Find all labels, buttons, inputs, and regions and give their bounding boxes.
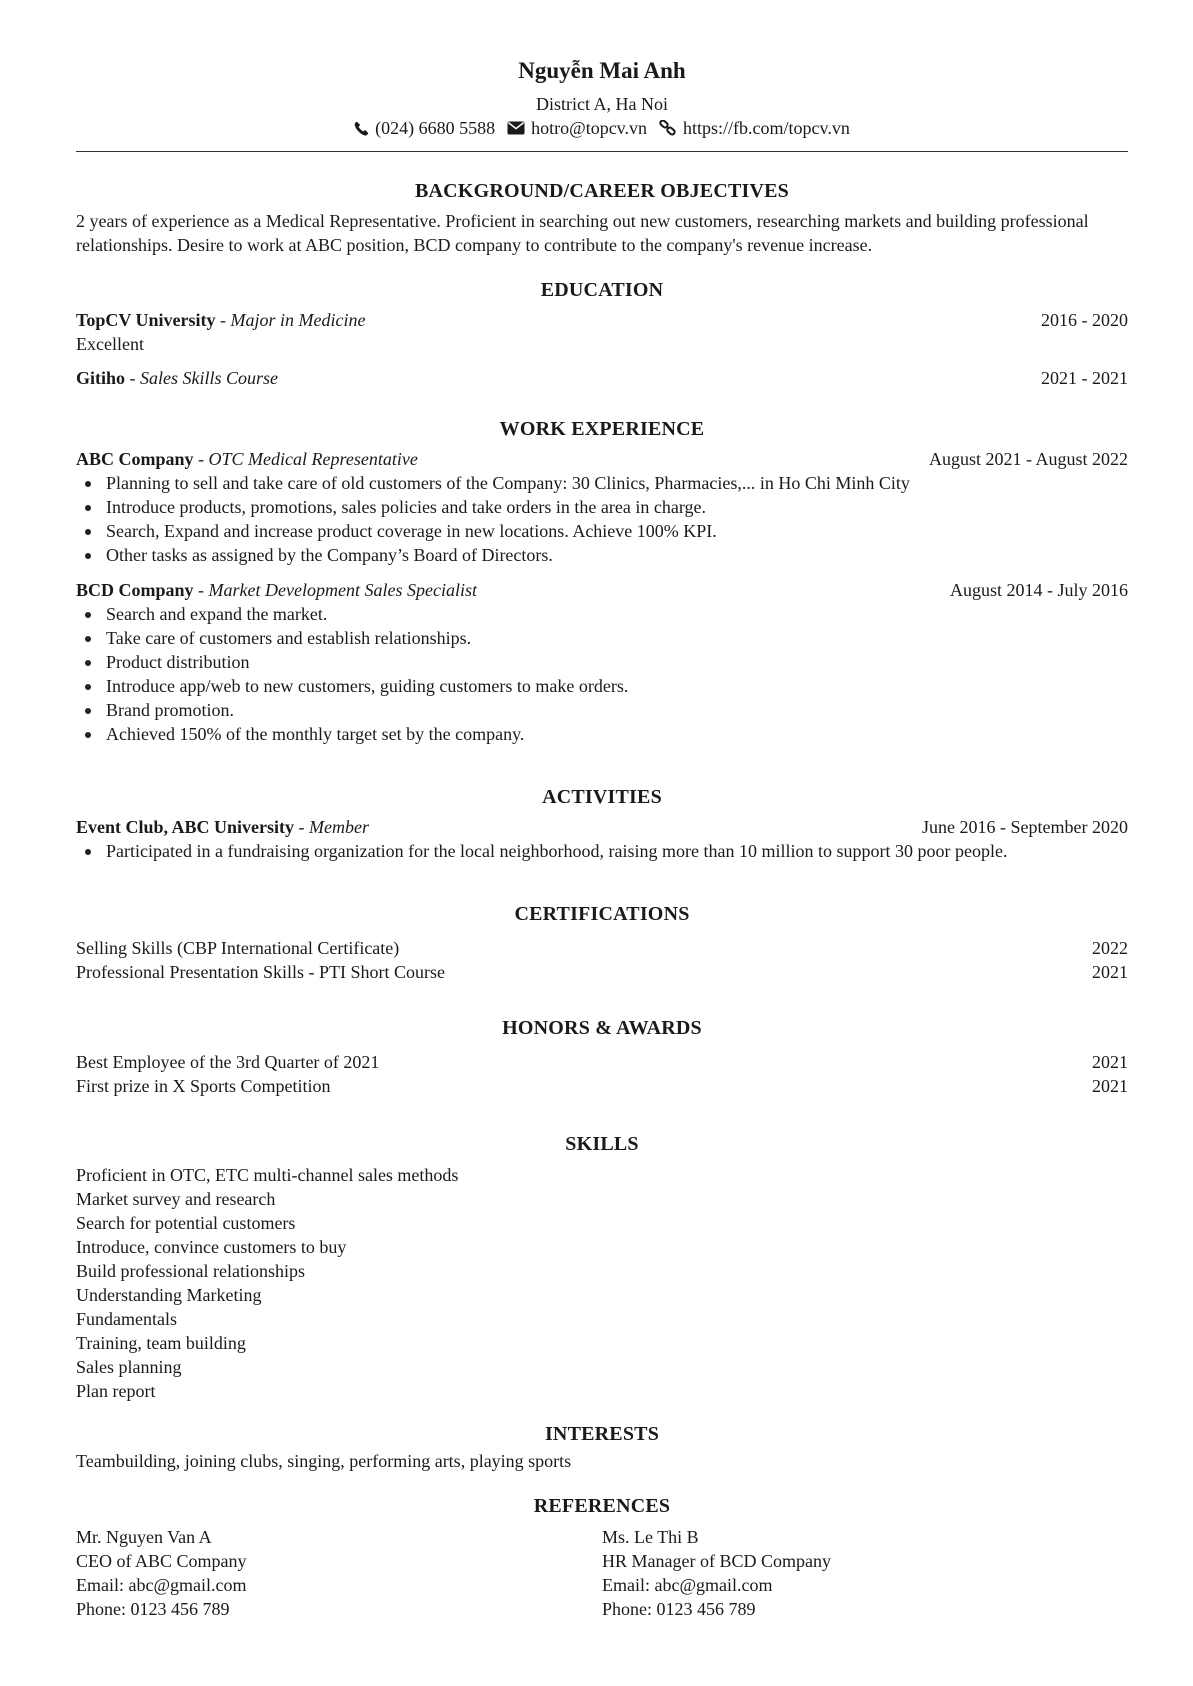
organization-name: Event Club, ABC University [76,817,295,837]
duty-item: Product distribution [76,650,1128,674]
duty-item: Planning to sell and take care of old customers of the Company: 30 Clinics, Pharmacies,... in Ho Chi Minh City [76,471,1128,495]
candidate-name: Nguyễn Mai Anh [518,58,686,83]
duty-item: Other tasks as assigned by the Company’s Board of Directors. [76,543,1128,567]
award-name: First prize in X Sports Competition [76,1076,331,1096]
education-dates: 2021 - 2021 [1041,368,1128,388]
certification-list [76,936,1128,984]
phone-contact [354,116,495,140]
award-row [76,1074,1128,1098]
phone-icon [354,121,369,136]
education-row [76,366,1128,390]
skill-item: Proficient in OTC, ETC multi-channel sales methods [76,1165,459,1185]
certification-name: Selling Skills (CBP International Certificate) [76,938,400,958]
email-contact[interactable] [507,116,647,140]
job-dates: August 2021 - August 2022 [928,449,1128,469]
references-title: REFERENCES [533,1495,671,1517]
skill-item: Sales planning [76,1357,182,1377]
separator: - [294,817,310,837]
skill-list [76,1163,1128,1403]
duty-item: Search, Expand and increase product coverage in new locations. Achieve 100% KPI. [76,519,1128,543]
education-note: Excellent [76,334,144,354]
education-entry [76,308,1128,356]
reference-position: CEO of ABC Company [76,1551,247,1571]
work-title: WORK EXPERIENCE [499,418,705,440]
skill-item: Training, team building [76,1333,246,1353]
activity-item: Participated in a fundraising organization for the local neighborhood, raising more than 10 million to support 30 poor people. [76,839,1128,863]
interests-section [76,1421,1128,1473]
awards-title: HONORS & AWARDS [502,1017,702,1039]
interests-text: Teambuilding, joining clubs, singing, performing arts, playing sports [76,1451,572,1471]
job-entry [76,447,1128,567]
certification-year: 2021 [1092,962,1128,982]
skill-item: Fundamentals [76,1309,177,1329]
education-section [76,277,1128,390]
duty-item: Brand promotion. [76,698,1128,722]
skill-item: Build professional relationships [76,1261,305,1281]
skills-title: SKILLS [565,1133,639,1155]
profile-link[interactable]: https://fb.com/topcv.vn [683,118,850,138]
award-row [76,1050,1128,1074]
resume-header [76,0,1128,152]
awards-section [76,1015,1128,1098]
school-name: TopCV University [76,310,216,330]
skill-item: Introduce, convince customers to buy [76,1237,347,1257]
duty-item: Introduce app/web to new customers, guiding customers to make orders. [76,674,1128,698]
activities-section [76,784,1128,863]
link-contact[interactable] [659,116,850,140]
references-section [76,1493,1128,1621]
education-row [76,308,1128,332]
certification-row [76,960,1128,984]
objective-title: BACKGROUND/CAREER OBJECTIVES [415,180,789,202]
reference-list [76,1525,1128,1621]
separator: - [125,368,141,388]
reference-card [76,1525,602,1621]
duty-item: Take care of customers and establish relationships. [76,626,1128,650]
job-entry [76,578,1128,746]
skill-item: Market survey and research [76,1189,276,1209]
reference-email: Email: abc@gmail.com [76,1575,247,1595]
reference-phone: Phone: 0123 456 789 [602,1599,756,1619]
reference-name: Ms. Le Thi B [602,1527,699,1547]
duty-item: Achieved 150% of the monthly target set by the company. [76,722,1128,746]
award-name: Best Employee of the 3rd Quarter of 2021 [76,1052,380,1072]
company-name: BCD Company [76,580,194,600]
activity-row [76,815,1128,839]
reference-position: HR Manager of BCD Company [602,1551,831,1571]
address: District A, Ha Noi [536,94,668,114]
job-title: OTC Medical Representative [208,449,418,469]
company-name: ABC Company [76,449,194,469]
award-year: 2021 [1092,1052,1128,1072]
activity-dates: June 2016 - September 2020 [922,817,1128,837]
certification-year: 2022 [1092,938,1128,958]
email-address[interactable]: hotro@topcv.vn [531,118,648,138]
award-year: 2021 [1092,1076,1128,1096]
separator: - [215,310,231,330]
objective-section [76,178,1128,257]
activities-title: ACTIVITIES [542,786,662,808]
separator: - [193,580,209,600]
job-row [76,578,1128,602]
reference-phone: Phone: 0123 456 789 [76,1599,230,1619]
duty-item: Search and expand the market. [76,602,1128,626]
skill-item: Understanding Marketing [76,1285,262,1305]
certification-row [76,936,1128,960]
education-title: EDUCATION [540,279,664,301]
activity-entry [76,815,1128,863]
phone-number: (024) 6680 5588 [375,118,496,138]
separator: - [193,449,209,469]
school-name: Gitiho [76,368,126,388]
duty-item: Introduce products, promotions, sales policies and take orders in the area in charge. [76,495,1128,519]
interests-title: INTERESTS [544,1423,660,1445]
job-duties [76,471,1128,567]
job-duties [76,602,1128,746]
skill-item: Plan report [76,1381,156,1401]
major: Sales Skills Course [140,368,279,388]
work-section [76,416,1128,746]
reference-name: Mr. Nguyen Van A [76,1527,212,1547]
job-title: Market Development Sales Specialist [208,580,477,600]
link-icon [659,120,677,136]
reference-card [602,1525,1128,1621]
resume-page [76,0,1128,1621]
education-dates: 2016 - 2020 [1041,310,1128,330]
contact-line [76,116,1128,140]
header-divider [76,151,1128,152]
objective-text: 2 years of experience as a Medical Representative. Proficient in searching out new customers, researching markets and building professional relationships. Desire to work at ABC position, BCD company to contribute to the company's revenue increase. [76,211,1089,255]
education-entry [76,366,1128,390]
certifications-section [76,901,1128,984]
certifications-title: CERTIFICATIONS [514,903,690,925]
job-dates: August 2014 - July 2016 [949,580,1128,600]
activity-role: Member [309,817,370,837]
award-list [76,1050,1128,1098]
reference-email: Email: abc@gmail.com [602,1575,773,1595]
envelope-icon [507,121,525,135]
certification-name: Professional Presentation Skills - PTI Short Course [76,962,445,982]
major: Major in Medicine [230,310,366,330]
activity-details [76,839,1128,863]
skills-section [76,1131,1128,1403]
skill-item: Search for potential customers [76,1213,296,1233]
job-row [76,447,1128,471]
